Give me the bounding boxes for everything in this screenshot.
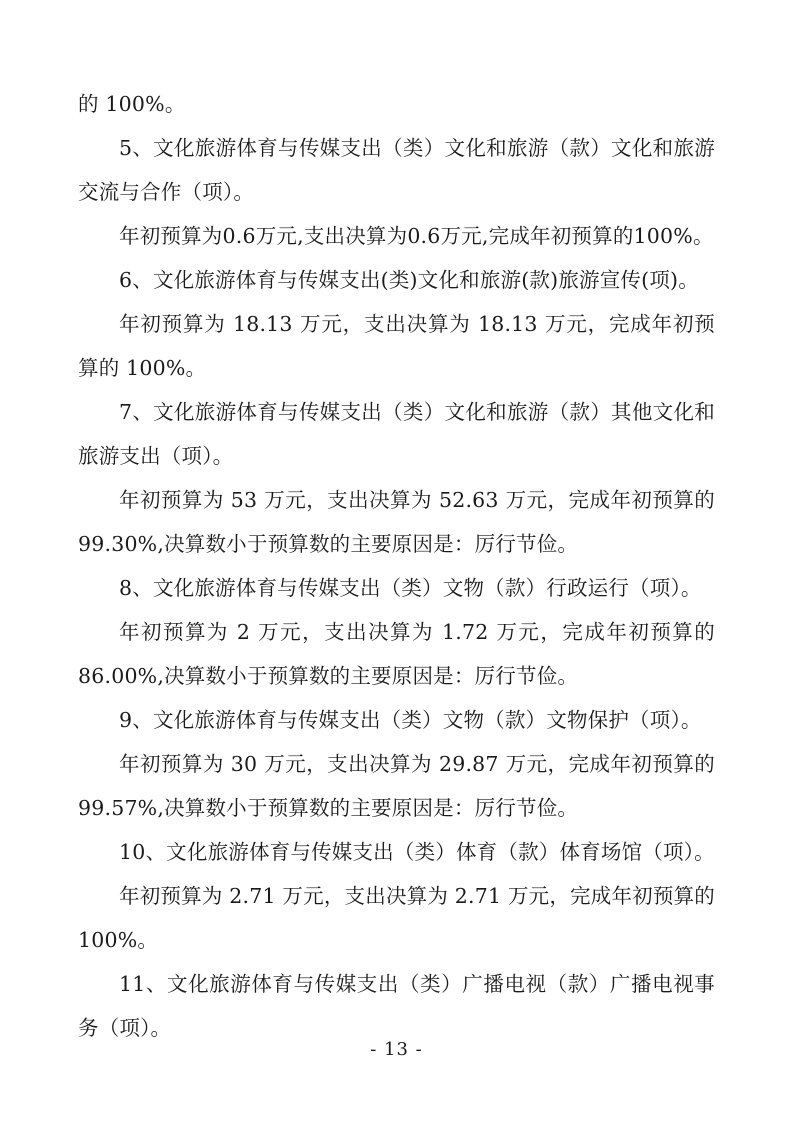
paragraph-13: 11、文化旅游体育与传媒支出（类）广播电视（款）广播电视事务（项）。 <box>78 972 715 1040</box>
paragraph-6: 年初预算为 53 万元，支出决算为 52.63 万元，完成年初预算的 99.30%,决算数小于预算数的主要原因是：厉行节俭。 <box>78 488 715 556</box>
paragraph-1: 5、文化旅游体育与传媒支出（类）文化和旅游（款）文化和旅游交流与合作（项）。 <box>78 136 715 204</box>
paragraph-9: 9、文化旅游体育与传媒支出（类）文物（款）文物保护（项）。 <box>119 708 702 732</box>
paragraph-2: 年初预算为0.6万元,支出决算为0.6万元,完成年初预算的100%。 <box>119 224 714 248</box>
page-number: - 13 - <box>370 1039 423 1060</box>
paragraph-7: 8、文化旅游体育与传媒支出（类）文物（款）行政运行（项）。 <box>119 576 702 600</box>
paragraph-12: 年初预算为 2.71 万元，支出决算为 2.71 万元，完成年初预算的 100%。 <box>78 884 715 952</box>
document-body <box>78 82 715 1050</box>
paragraph-0: 的 100%。 <box>78 92 186 116</box>
paragraph-10: 年初预算为 30 万元，支出决算为 29.87 万元，完成年初预算的 99.57%,决算数小于预算数的主要原因是：厉行节俭。 <box>78 752 715 820</box>
paragraph-5: 7、文化旅游体育与传媒支出（类）文化和旅游（款）其他文化和旅游支出（项）。 <box>78 400 715 468</box>
page-footer <box>0 1039 793 1060</box>
paragraph-4: 年初预算为 18.13 万元，支出决算为 18.13 万元，完成年初预算的 100%。 <box>78 312 715 380</box>
paragraph-3: 6、文化旅游体育与传媒支出(类)文化和旅游(款)旅游宣传(项)。 <box>119 268 699 292</box>
paragraph-8: 年初预算为 2 万元，支出决算为 1.72 万元，完成年初预算的 86.00%,决算数小于预算数的主要原因是：厉行节俭。 <box>78 620 715 688</box>
paragraph-11: 10、文化旅游体育与传媒支出（类）体育（款）体育场馆（项）。 <box>119 840 715 864</box>
